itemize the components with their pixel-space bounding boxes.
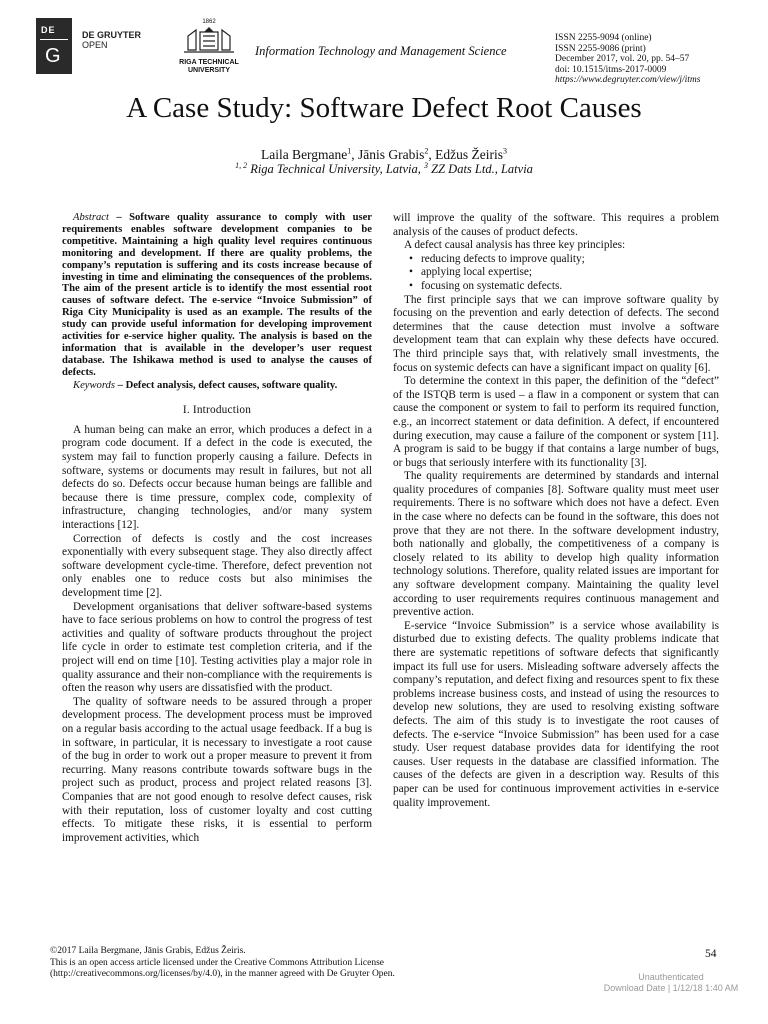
university-name-line2: UNIVERSITY [187, 67, 230, 74]
left-paragraph: Development organisations that deliver software-based systems have to face serious problems on how to control the progress of test activities and quality of software products throughout the project life cycle in order to estimate test completion criteria, and if the project will end on time [10]. Testing activities play a major role in quality assurance and their non-compliance with the requirements is often the reason why users are dissatisfied with the product. [62, 600, 372, 695]
right-paragraph: E-service “Invoice Submission” is a service whose availability is disturbed due to existing defects. The quality problems indicate that there are systematic repetitions of software defects that significantly impact its full use for users. Misleading software adversely affects the company’s reputation, and defect fixing and resources spent to fix these problems increase business costs, and instead of using the resources to develop new solutions, they are used to resolving existing software defects. The aim of this study is to investigate the root causes of defects. The e-service “Invoice Submission” has been used for a case study. User request database provides data for identifying the root causes. User requests in the database are classified information. The causes of the defects are given in a description way. Results of this paper can be used for continuous improvement activities in e-service quality improvement. [393, 619, 719, 809]
author-separator: , [428, 147, 436, 162]
issn-print: ISSN 2255-9086 (print) [555, 43, 646, 54]
abstract-label: Abstract [73, 212, 109, 223]
affiliation-sup-2: 3 [424, 160, 429, 170]
list-item: • reducing defects to improve quality; [421, 253, 719, 267]
de-gruyter-logo [36, 18, 72, 74]
issn-online: ISSN 2255-9094 (online) [555, 33, 652, 43]
license-line: This is an open access article licensed under the Creative Commons Attribution License [50, 957, 384, 968]
university-crest-icon [174, 26, 244, 56]
keywords-label: Keywords [73, 379, 115, 391]
abstract [62, 212, 372, 379]
page-number: 54 [705, 948, 717, 960]
principles-list [393, 253, 719, 294]
right-paragraph: To determine the context in this paper, the definition of the “defect” of the ISTQB term is used – a flaw in a component or system that can cause the component or system to fail to perform its required function, e.g., an incorrect statement or data definition. A defect, if encountered during execution, may cause a failure of the component or system [11]. A program is said to be buggy if that contains a large number of bugs, or bugs that seriously interfere with its functionality [3]. [393, 375, 719, 469]
affiliation-2: ZZ Dats Ltd., Latvia [431, 162, 533, 176]
author-2: Jānis Grabis [358, 147, 425, 162]
publisher-name-line1: DE GRUYTER [82, 30, 142, 40]
author-3-sup: 3 [503, 146, 508, 156]
abstract-text: – Software quality assurance to comply with user requirements enables software development companies to be competitive. Maintaining a high quality level requires continuous monitoring and development. If there are quality problems, the company’s reputation is suffering and its costs increase because of investing in time and eliminating the consequences of the problems. The aim of the present article is to identify the most essential root causes of software defect. The e-service “Invoice Submission” of Riga City Municipality is used as an example. The results of the study can provide useful information for developing improvement activities for e-service higher quality. The analysis is based on the information that is available in the developer’s user request database. The Ishikawa method is used to analyse the causes of defects. [62, 212, 372, 378]
university-name-line1: RIGA TECHNICAL [179, 59, 239, 66]
university-logo [168, 18, 250, 75]
author-separator: , [351, 147, 359, 162]
publisher-name-line2: OPEN [82, 40, 108, 50]
copyright-line: ©2017 Laila Bergmane, Jānis Grabis, Edžus Žeiris. [50, 946, 246, 956]
watermark-line1: Unauthenticated [638, 972, 704, 982]
download-watermark [596, 972, 746, 994]
journal-title: Information Technology and Management Science [255, 44, 507, 58]
license-url-line: (http://creativecommons.org/licenses/by/4.0), in the manner agreed with De Gruyter Open. [50, 969, 395, 979]
right-paragraph: The quality requirements are determined by standards and internal quality procedures of companies [8]. Software quality must meet user requirements. There is no software which does not have a defect. Even in the case where no defects can be found in the software, this does not prove that they are not there. In the software development industry, both nationally and globally, the competitiveness of a company is closely related to its ability to develop high quality information technology solutions. Therefore, quality related issues are important for any software development company. Maintaining the quality level according to user requirements requires continuous management and preventive action. [393, 470, 719, 619]
left-column [62, 212, 372, 845]
right-column [393, 212, 719, 810]
watermark-line2: Download Date | 1/12/18 1:40 AM [603, 983, 739, 993]
author-list [0, 147, 768, 163]
license-footer [50, 946, 395, 981]
author-1-sup: 1 [347, 146, 352, 156]
issue-info: December 2017, vol. 20, pp. 54–57 [555, 54, 690, 64]
journal-url[interactable]: https://www.degruyter.com/view/j/itms [555, 75, 701, 85]
doi[interactable]: doi: 10.1515/itms-2017-0009 [555, 64, 667, 75]
affiliation-1: Riga Technical University, Latvia, [250, 162, 425, 176]
author-2-sup: 2 [424, 146, 429, 156]
list-item: • applying local expertise; [421, 266, 719, 280]
logo-top-text: DE [41, 25, 56, 35]
affiliations [0, 162, 768, 177]
keywords-text: – Defect analysis, defect causes, software quality. [114, 379, 338, 391]
publication-meta [555, 33, 700, 86]
keywords [62, 379, 372, 393]
left-paragraph: Correction of defects is costly and the cost increases exponentially with every subsequent stage. They also directly affect software development cycle-time. Therefore, defect prevention not only enables one to reduce costs but also minimises the development time [2]. [62, 532, 372, 599]
university-year: 1862 [202, 19, 216, 25]
list-item: • focusing on systematic defects. [421, 280, 719, 294]
left-paragraph: A human being can make an error, which produces a defect in a program code document. If a defect in the code is executed, the system may fail to function properly causing a failure. Defects in software, systems or documents may result in failures, but not all defects do so. Defects occur because human beings are fallible and because there is time pressure, complex code, complexity of infrastructure, changing technologies, and/or many system interactions [12]. [62, 423, 372, 532]
right-paragraph: The first principle says that we can improve software quality by focusing on the prevention and early detection of defects. The second determines that the cause detection must involve a software development team that can explain why these defects have occured. The third principle says that, with relatively small investments, the focus on systemic defects can have a significant impact on quality [6]. [393, 293, 719, 374]
section-heading-introduction: I. Introduction [182, 404, 252, 417]
publisher-name [82, 30, 141, 50]
right-continuation: will improve the quality of the software. This requires a problem analysis of the causes of product defects. [393, 212, 719, 238]
left-paragraph: The quality of software needs to be assured through a proper development process. The development process must be improved on a regular basis according to the actual usage feedback. If a bug is in software, in particular, it is necessary to investigate a root cause of the bug in order to work out a proper measure to prevent it from recurring. Many reasons contribute towards software bugs in the project such as product, process and project related reasons [3]. Companies that are not good enough to resolve defect causes, risk with their reputation, loss of customer loyalty and cost cutting effects. To mitigate these risks, it is essential to perform improvement activities, which [62, 695, 372, 844]
author-3: Edžus Žeiris [435, 147, 504, 162]
paper-title: A Case Study: Software Defect Root Causes [126, 92, 642, 124]
logo-bottom-text: G [45, 45, 61, 67]
author-1: Laila Bergmane [260, 147, 348, 162]
affiliation-sup-1: 1, 2 [235, 160, 248, 170]
principles-intro: A defect causal analysis has three key principles: [404, 239, 626, 252]
